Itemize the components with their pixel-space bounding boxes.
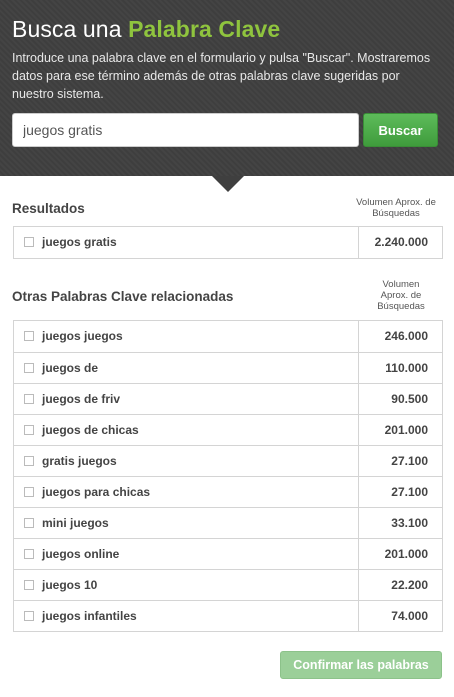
intro-text: Introduce una palabra clave en el formulario y pulsa "Buscar". Mostraremos datos para ese término además de otras palabras clave sugeridas por nuestro sistema. [12, 51, 431, 101]
keyword-checkbox[interactable] [24, 237, 34, 247]
keyword-cell [14, 321, 359, 352]
keyword-checkbox[interactable] [24, 331, 34, 341]
table-row [14, 569, 442, 600]
keyword-label: juegos de friv [42, 392, 121, 406]
volume-value: 2.240.000 [374, 235, 428, 249]
keyword-cell [14, 539, 359, 569]
confirm-keywords-button[interactable]: Confirmar las palabras [280, 651, 442, 679]
table-row [14, 600, 442, 631]
keyword-cell [14, 570, 359, 600]
keyword-checkbox[interactable] [24, 580, 34, 590]
volume-value: 22.200 [391, 578, 428, 592]
keyword-cell [14, 446, 359, 476]
keyword-checkbox[interactable] [24, 549, 34, 559]
keyword-cell [14, 353, 359, 383]
table-row [14, 476, 442, 507]
keyword-label: juegos de [42, 361, 99, 375]
keyword-label: juegos gratis [42, 235, 117, 249]
search-button[interactable]: Buscar [363, 113, 438, 147]
volume-value: 246.000 [384, 329, 428, 343]
keyword-label: juegos juegos [42, 329, 123, 343]
keyword-cell [14, 477, 359, 507]
keyword-checkbox[interactable] [24, 456, 34, 466]
volume-value: 201.000 [384, 547, 428, 561]
related-table [13, 320, 443, 632]
volume-value: 110.000 [385, 361, 428, 375]
keyword-checkbox[interactable] [24, 425, 34, 435]
results-volume-header: Volumen Aprox. de Búsquedas [356, 197, 436, 219]
table-row [14, 538, 442, 569]
keyword-checkbox[interactable] [24, 611, 34, 621]
keyword-label: juegos online [42, 547, 120, 561]
keyword-checkbox[interactable] [24, 363, 34, 373]
related-title: Otras Palabras Clave relacionadas [12, 289, 234, 304]
keyword-search-input[interactable] [12, 113, 359, 147]
keyword-label: mini juegos [42, 516, 109, 530]
keyword-label: juegos 10 [42, 578, 98, 592]
keyword-cell [14, 415, 359, 445]
related-volume-header: Volumen Aprox. de Búsquedas [377, 279, 425, 312]
table-row [14, 383, 442, 414]
volume-value: 27.100 [391, 454, 428, 468]
table-row [14, 507, 442, 538]
table-row [14, 414, 442, 445]
volume-value: 27.100 [391, 485, 428, 499]
keyword-label: juegos de chicas [42, 423, 139, 437]
table-row [14, 321, 442, 352]
keyword-checkbox[interactable] [24, 394, 34, 404]
keyword-checkbox[interactable] [24, 487, 34, 497]
keyword-label: juegos para chicas [42, 485, 151, 499]
title-prefix: Busca una [12, 16, 122, 42]
keyword-cell [14, 384, 359, 414]
keyword-label: gratis juegos [42, 454, 117, 468]
title-accent: Palabra Clave [128, 16, 281, 42]
volume-value: 201.000 [384, 423, 428, 437]
keyword-label: juegos infantiles [42, 609, 137, 623]
table-row [14, 352, 442, 383]
keyword-cell [14, 601, 359, 631]
page-title [12, 16, 280, 43]
search-header [0, 0, 454, 176]
header-pointer [212, 176, 244, 192]
results-table [13, 226, 443, 259]
results-title: Resultados [12, 201, 85, 216]
keyword-checkbox[interactable] [24, 518, 34, 528]
keyword-cell [14, 508, 359, 538]
table-row [14, 227, 442, 258]
volume-value: 74.000 [391, 609, 428, 623]
volume-value: 90.500 [391, 392, 428, 406]
volume-value: 33.100 [391, 516, 428, 530]
keyword-cell [14, 227, 359, 258]
table-row [14, 445, 442, 476]
